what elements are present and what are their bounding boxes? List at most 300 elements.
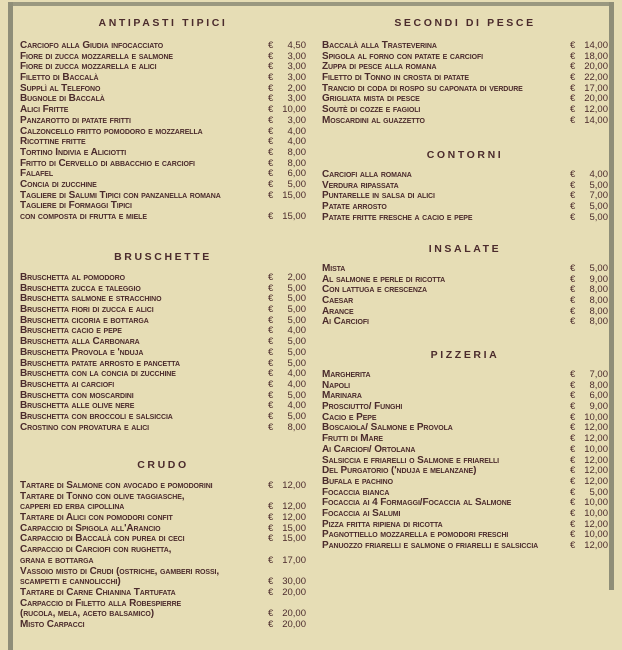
menu-item bbox=[20, 513, 306, 524]
menu-item-name: Al salmone e perle di ricotta bbox=[322, 274, 446, 285]
menu-item bbox=[20, 305, 306, 316]
menu-item-price: 2,00 bbox=[287, 82, 306, 94]
menu-item bbox=[322, 73, 608, 84]
menu-item bbox=[20, 94, 306, 105]
menu-item-price: 5,00 bbox=[287, 410, 306, 422]
menu-item-name: Marinara bbox=[322, 391, 362, 402]
menu-item-name: Pizza fritta ripiena di ricotta bbox=[322, 519, 443, 530]
menu-item-price: 6,00 bbox=[287, 168, 306, 180]
menu-item-name: Baccalà alla Trasteverina bbox=[322, 41, 437, 51]
menu-item bbox=[20, 556, 306, 567]
menu-item-name: grana e bottarga bbox=[20, 555, 94, 566]
menu-item-price: 8,00 bbox=[287, 421, 306, 433]
menu-item bbox=[322, 191, 608, 202]
currency-symbol: € bbox=[268, 533, 274, 545]
menu-item-name: Moscardini al guazzetto bbox=[322, 115, 425, 126]
menu-item bbox=[322, 541, 608, 552]
menu-item bbox=[20, 316, 306, 327]
menu-item-price: 8,00 bbox=[589, 316, 608, 328]
menu-item bbox=[322, 434, 608, 445]
menu-item-name: Focaccia ai Salumi bbox=[322, 508, 401, 519]
menu-item bbox=[322, 317, 608, 328]
currency-symbol: € bbox=[570, 263, 576, 274]
menu-frame-top bbox=[8, 2, 614, 6]
currency-symbol: € bbox=[570, 284, 576, 296]
currency-symbol: € bbox=[268, 146, 274, 158]
currency-symbol: € bbox=[268, 61, 274, 73]
menu-item bbox=[322, 509, 608, 520]
menu-item bbox=[20, 201, 306, 212]
menu-item-name: Calzoncello fritto pomodoro e mozzarella bbox=[20, 126, 203, 137]
menu-item-price: 12,00 bbox=[584, 518, 608, 530]
menu-item bbox=[322, 423, 608, 434]
menu-item bbox=[322, 264, 608, 275]
menu-item-price: 5,00 bbox=[287, 314, 306, 326]
section-title: CRUDO bbox=[137, 459, 189, 471]
menu-item bbox=[322, 296, 608, 307]
menu-item-price: 7,00 bbox=[589, 369, 608, 380]
menu-item bbox=[322, 520, 608, 531]
menu-item-name: Grigliata mista di pesce bbox=[322, 94, 420, 105]
menu-item-name: Carpaccio di Spigola all'Arancio bbox=[20, 523, 161, 534]
menu-item-name: Panuozzo friarelli e salmone o friarelli e salsiccia bbox=[322, 541, 539, 551]
menu-item-price: 5,00 bbox=[287, 336, 306, 348]
menu-item bbox=[322, 488, 608, 499]
menu-item-price: 5,00 bbox=[287, 293, 306, 305]
menu-item bbox=[20, 148, 306, 159]
currency-symbol: € bbox=[268, 50, 274, 62]
menu-item-price: 8,00 bbox=[589, 305, 608, 317]
menu-item bbox=[322, 116, 608, 127]
menu-item-name: Carpaccio di Filetto alla Robespierre bbox=[20, 598, 182, 609]
menu-item bbox=[20, 620, 306, 631]
menu-item-name: Spigola al forno con patate e carciofi bbox=[322, 51, 483, 62]
currency-symbol: € bbox=[268, 618, 274, 630]
menu-item-list bbox=[20, 41, 306, 223]
menu-item-name: Concia di zucchine bbox=[20, 179, 97, 190]
menu-item-price: 10,00 bbox=[282, 104, 306, 116]
menu-item-price: 5,00 bbox=[287, 346, 306, 358]
menu-item-price: 12,00 bbox=[282, 512, 306, 524]
menu-item-name: Pagnottiello mozzarella e pomodori freschi bbox=[322, 530, 509, 541]
currency-symbol: € bbox=[268, 40, 274, 51]
menu-item-list bbox=[322, 170, 608, 223]
menu-item bbox=[20, 137, 306, 148]
menu-item bbox=[20, 169, 306, 180]
menu-item-name: Fiore di zucca mozzarella e salmone bbox=[20, 51, 173, 62]
menu-item bbox=[322, 381, 608, 392]
menu-item-name: Bruschetta salmone e stracchino bbox=[20, 294, 162, 305]
menu-item-price: 5,00 bbox=[287, 304, 306, 316]
menu-item bbox=[322, 530, 608, 541]
menu-item-name: Tortino Indivia e Aliciotti bbox=[20, 147, 127, 158]
menu-item bbox=[322, 84, 608, 95]
menu-item-name: Bruschetta Provola e 'nduja bbox=[20, 347, 144, 358]
menu-item bbox=[322, 105, 608, 116]
menu-item bbox=[322, 498, 608, 509]
menu-item bbox=[20, 502, 306, 513]
currency-symbol: € bbox=[570, 273, 576, 285]
menu-item-name: Filetto di Baccalà bbox=[20, 73, 99, 84]
menu-item-name: Carpaccio di Baccalà con purea di ceci bbox=[20, 534, 185, 545]
menu-item bbox=[322, 94, 608, 105]
menu-item bbox=[322, 477, 608, 488]
currency-symbol: € bbox=[570, 379, 576, 391]
currency-symbol: € bbox=[268, 178, 274, 190]
menu-item bbox=[322, 41, 608, 52]
currency-symbol: € bbox=[268, 304, 274, 316]
menu-item-price: 8,00 bbox=[287, 157, 306, 169]
menu-item-name: Bruschetta fiori di zucca e alici bbox=[20, 305, 154, 316]
currency-symbol: € bbox=[570, 390, 576, 402]
menu-item-name: Supplì al Telefono bbox=[20, 83, 101, 94]
currency-symbol: € bbox=[570, 82, 576, 94]
menu-item-price: 20,00 bbox=[282, 618, 306, 630]
menu-item-name: Tartare di Tonno con olive taggiasche, bbox=[20, 491, 185, 502]
currency-symbol: € bbox=[570, 422, 576, 434]
currency-symbol: € bbox=[570, 529, 576, 541]
menu-item-price: 12,00 bbox=[584, 475, 608, 487]
section-title: BRUSCHETTE bbox=[114, 251, 212, 263]
menu-item bbox=[322, 181, 608, 192]
currency-symbol: € bbox=[570, 454, 576, 466]
menu-item-name: Del Purgatorio ('nduja e melanzane) bbox=[322, 466, 477, 477]
menu-item-list bbox=[322, 370, 608, 552]
menu-item-price: 20,00 bbox=[282, 608, 306, 620]
menu-item-price: 3,00 bbox=[287, 50, 306, 62]
menu-item-price: 18,00 bbox=[584, 50, 608, 62]
menu-item-name: Ricottine fritte bbox=[20, 137, 86, 148]
menu-item-list bbox=[322, 41, 608, 127]
menu-item bbox=[20, 73, 306, 84]
menu-item-price: 4,00 bbox=[287, 400, 306, 412]
menu-item-name: Bruschetta con broccoli e salsiccia bbox=[20, 411, 173, 422]
menu-item-name: Carciofo alla Giudia infocacciato bbox=[20, 41, 164, 51]
menu-item-price: 17,00 bbox=[584, 82, 608, 94]
menu-item bbox=[20, 359, 306, 370]
menu-item-price: 3,00 bbox=[287, 114, 306, 126]
menu-item bbox=[20, 599, 306, 610]
currency-symbol: € bbox=[570, 465, 576, 477]
menu-item-price: 12,00 bbox=[584, 104, 608, 116]
currency-symbol: € bbox=[268, 480, 274, 491]
menu-item-price: 4,00 bbox=[287, 136, 306, 148]
menu-item-name: Con lattuga e crescenza bbox=[322, 285, 427, 296]
menu-item-name: Filetto di Tonno in crosta di patate bbox=[322, 73, 470, 84]
menu-item bbox=[20, 588, 306, 599]
currency-symbol: € bbox=[268, 501, 274, 513]
menu-item-price: 12,00 bbox=[584, 454, 608, 466]
menu-item-price: 4,00 bbox=[287, 125, 306, 137]
menu-item-name: Fiore di zucca mozzarella e alici bbox=[20, 62, 157, 73]
menu-item bbox=[20, 191, 306, 202]
section-title: ANTIPASTI TIPICI bbox=[98, 17, 228, 29]
menu-item-name: Focaccia bianca bbox=[322, 487, 390, 498]
currency-symbol: € bbox=[268, 357, 274, 369]
menu-item-price: 5,00 bbox=[589, 201, 608, 213]
currency-symbol: € bbox=[268, 314, 274, 326]
menu-item bbox=[322, 466, 608, 477]
menu-item bbox=[20, 380, 306, 391]
menu-item-name: Carciofi alla romana bbox=[322, 170, 412, 180]
menu-item bbox=[20, 180, 306, 191]
menu-item-price: 6,00 bbox=[589, 390, 608, 402]
menu-item bbox=[20, 524, 306, 535]
menu-item-price: 15,00 bbox=[282, 522, 306, 534]
menu-item-name: Misto Carpacci bbox=[20, 619, 85, 630]
menu-item-name: Alici Fritte bbox=[20, 105, 69, 116]
menu-item-name: Frutti di Mare bbox=[322, 434, 383, 445]
menu-item-name: Tartare di Alici con pomodori confit bbox=[20, 513, 173, 524]
menu-item-price: 22,00 bbox=[584, 72, 608, 84]
menu-item bbox=[322, 445, 608, 456]
menu-item-name: Arance bbox=[322, 306, 354, 317]
menu-item-list bbox=[20, 273, 306, 433]
menu-item-price: 20,00 bbox=[584, 61, 608, 73]
menu-item-name: Bruschetta alla Carbonara bbox=[20, 337, 140, 348]
menu-item-name: Bruschetta con moscardini bbox=[20, 390, 134, 401]
currency-symbol: € bbox=[570, 211, 576, 223]
currency-symbol: € bbox=[570, 72, 576, 84]
menu-item-price: 14,00 bbox=[584, 40, 608, 51]
currency-symbol: € bbox=[570, 201, 576, 213]
menu-item bbox=[322, 307, 608, 318]
menu-item-name: Trancio di coda di rospo su caponata di verdure bbox=[322, 83, 523, 94]
currency-symbol: € bbox=[570, 369, 576, 380]
menu-item-price: 10,00 bbox=[584, 529, 608, 541]
menu-item-name: Patate arrosto bbox=[322, 202, 387, 213]
currency-symbol: € bbox=[268, 336, 274, 348]
menu-item bbox=[20, 492, 306, 503]
currency-symbol: € bbox=[268, 421, 274, 433]
menu-item-price: 3,00 bbox=[287, 72, 306, 84]
menu-item-price: 4,00 bbox=[589, 169, 608, 180]
menu-item bbox=[20, 567, 306, 578]
currency-symbol: € bbox=[268, 368, 274, 380]
menu-item bbox=[20, 534, 306, 545]
menu-item bbox=[20, 481, 306, 492]
menu-item-price: 8,00 bbox=[589, 379, 608, 391]
currency-symbol: € bbox=[268, 554, 274, 566]
currency-symbol: € bbox=[570, 40, 576, 51]
menu-item-price: 4,00 bbox=[287, 368, 306, 380]
currency-symbol: € bbox=[570, 316, 576, 328]
menu-item bbox=[20, 41, 306, 52]
currency-symbol: € bbox=[268, 168, 274, 180]
menu-item bbox=[20, 412, 306, 423]
menu-item-name: Cacio e Pepe bbox=[322, 412, 377, 423]
currency-symbol: € bbox=[570, 61, 576, 73]
currency-symbol: € bbox=[570, 401, 576, 413]
menu-item-name: Focaccia ai 4 Formaggi/Focaccia al Salmone bbox=[322, 498, 512, 509]
menu-item-price: 5,00 bbox=[287, 282, 306, 294]
menu-item-price: 3,00 bbox=[287, 93, 306, 105]
menu-item-price: 8,00 bbox=[287, 146, 306, 158]
menu-item-price: 12,00 bbox=[282, 501, 306, 513]
menu-item-price: 9,00 bbox=[589, 401, 608, 413]
menu-item-price: 5,00 bbox=[287, 357, 306, 369]
menu-frame-right bbox=[609, 2, 614, 590]
currency-symbol: € bbox=[268, 410, 274, 422]
currency-symbol: € bbox=[268, 125, 274, 137]
menu-item-price: 4,00 bbox=[287, 378, 306, 390]
menu-item bbox=[20, 294, 306, 305]
menu-item-price: 7,00 bbox=[589, 190, 608, 202]
currency-symbol: € bbox=[268, 346, 274, 358]
menu-item-price: 12,00 bbox=[584, 540, 608, 551]
menu-item-name: Tagliere di Formaggi Tipici bbox=[20, 201, 132, 212]
currency-symbol: € bbox=[268, 325, 274, 337]
menu-item-name: Bruschetta con la concia di zucchine bbox=[20, 369, 176, 380]
currency-symbol: € bbox=[268, 211, 274, 222]
menu-item bbox=[20, 105, 306, 116]
menu-item bbox=[322, 275, 608, 286]
currency-symbol: € bbox=[570, 411, 576, 423]
currency-symbol: € bbox=[570, 507, 576, 519]
section-title: CONTORNI bbox=[426, 149, 504, 161]
menu-item bbox=[20, 391, 306, 402]
currency-symbol: € bbox=[268, 400, 274, 412]
currency-symbol: € bbox=[268, 378, 274, 390]
menu-item-name: Bruschetta alle olive nere bbox=[20, 401, 135, 412]
menu-item-name: Ai Carciofi/ Ortolana bbox=[322, 444, 416, 455]
menu-item-price: 15,00 bbox=[282, 189, 306, 201]
menu-item-name: Tagliere di Salumi Tipici con panzanella romana bbox=[20, 190, 221, 201]
menu-item-price: 20,00 bbox=[584, 93, 608, 105]
menu-item-price: 2,00 bbox=[287, 272, 306, 283]
menu-item bbox=[20, 401, 306, 412]
menu-item bbox=[322, 213, 608, 224]
menu-item-name: Zuppa di pesce alla romana bbox=[322, 62, 437, 73]
menu-item-name: Prosciutto/ Funghi bbox=[322, 402, 403, 413]
menu-item-name: Ai Carciofi bbox=[322, 317, 369, 328]
menu-item-name: Bufala e pachino bbox=[322, 476, 393, 487]
menu-item bbox=[322, 62, 608, 73]
currency-symbol: € bbox=[570, 433, 576, 445]
menu-item-price: 14,00 bbox=[584, 114, 608, 126]
currency-symbol: € bbox=[268, 82, 274, 94]
menu-item bbox=[20, 369, 306, 380]
currency-symbol: € bbox=[570, 104, 576, 116]
menu-item-price: 5,00 bbox=[287, 178, 306, 190]
menu-item-name: Bruschetta cacio e pepe bbox=[20, 326, 122, 337]
currency-symbol: € bbox=[570, 518, 576, 530]
menu-item-name: Carpaccio di Carciofi con rughetta, bbox=[20, 545, 172, 556]
menu-item-price: 5,00 bbox=[589, 211, 608, 223]
currency-symbol: € bbox=[268, 272, 274, 283]
currency-symbol: € bbox=[570, 179, 576, 191]
currency-symbol: € bbox=[268, 157, 274, 169]
menu-item bbox=[322, 413, 608, 424]
menu-item bbox=[322, 402, 608, 413]
menu-item-name: Bruschetta al pomodoro bbox=[20, 273, 125, 283]
currency-symbol: € bbox=[268, 576, 274, 588]
currency-symbol: € bbox=[570, 190, 576, 202]
menu-item bbox=[20, 84, 306, 95]
menu-item-price: 5,00 bbox=[287, 389, 306, 401]
currency-symbol: € bbox=[268, 522, 274, 534]
currency-symbol: € bbox=[268, 389, 274, 401]
currency-symbol: € bbox=[268, 293, 274, 305]
currency-symbol: € bbox=[570, 295, 576, 307]
menu-item-price: 17,00 bbox=[282, 554, 306, 566]
section-title: INSALATE bbox=[428, 243, 502, 255]
menu-item-name: Napoli bbox=[322, 380, 351, 391]
currency-symbol: € bbox=[570, 497, 576, 509]
currency-symbol: € bbox=[570, 114, 576, 126]
currency-symbol: € bbox=[570, 93, 576, 105]
menu-item-price: 8,00 bbox=[589, 295, 608, 307]
menu-item-name: scampetti e cannolicchi) bbox=[20, 577, 121, 588]
menu-item-price: 12,00 bbox=[584, 465, 608, 477]
menu-item-price: 4,00 bbox=[287, 325, 306, 337]
menu-item-name: con composta di frutta e miele bbox=[20, 212, 147, 222]
menu-item-name: Bruschetta ai carciofi bbox=[20, 379, 115, 390]
menu-item bbox=[20, 348, 306, 359]
currency-symbol: € bbox=[268, 512, 274, 524]
menu-item-name: Crostino con provatura e alici bbox=[20, 422, 150, 433]
menu-item-name: Falafel bbox=[20, 169, 54, 180]
menu-item-name: Vassoio misto di Crudi (ostriche, gamberi rossi, bbox=[20, 566, 220, 577]
menu-item bbox=[20, 212, 306, 223]
menu-item bbox=[322, 391, 608, 402]
menu-item bbox=[20, 545, 306, 556]
menu-item bbox=[20, 62, 306, 73]
menu-item-price: 9,00 bbox=[589, 273, 608, 285]
menu-item bbox=[322, 285, 608, 296]
currency-symbol: € bbox=[268, 104, 274, 116]
menu-item-name: Tartare di Carne Chianina Tartufata bbox=[20, 587, 176, 598]
menu-item bbox=[322, 52, 608, 63]
menu-item-price: 5,00 bbox=[589, 179, 608, 191]
menu-item bbox=[322, 170, 608, 181]
menu-item-name: Bruschetta zucca e taleggio bbox=[20, 283, 141, 294]
menu-frame-left bbox=[8, 2, 13, 650]
currency-symbol: € bbox=[268, 189, 274, 201]
menu-item-price: 15,00 bbox=[282, 211, 306, 222]
section-title: PIZZERIA bbox=[430, 349, 500, 361]
currency-symbol: € bbox=[570, 50, 576, 62]
menu-item-price: 8,00 bbox=[589, 284, 608, 296]
menu-item-name: capperi ed erba cipollina bbox=[20, 502, 125, 513]
currency-symbol: € bbox=[268, 608, 274, 620]
menu-item-price: 4,50 bbox=[287, 40, 306, 51]
menu-item bbox=[20, 577, 306, 588]
menu-item-name: Margherita bbox=[322, 370, 371, 380]
menu-item-name: Soutè di cozze e fagioli bbox=[322, 105, 421, 116]
menu-item-name: (rucola, mela, aceto balsamico) bbox=[20, 609, 154, 620]
menu-item-price: 12,00 bbox=[584, 433, 608, 445]
menu-item bbox=[322, 202, 608, 213]
menu-item bbox=[20, 159, 306, 170]
menu-item-price: 3,00 bbox=[287, 61, 306, 73]
section-title: SECONDI DI PESCE bbox=[394, 17, 536, 29]
menu-item-name: Patate fritte fresche a cacio e pepe bbox=[322, 212, 473, 223]
menu-item bbox=[20, 273, 306, 284]
menu-item-price: 5,00 bbox=[589, 263, 608, 274]
currency-symbol: € bbox=[268, 114, 274, 126]
menu-item bbox=[20, 127, 306, 138]
menu-item bbox=[20, 337, 306, 348]
currency-symbol: € bbox=[268, 586, 274, 598]
menu-item-name: Tartare di Salmone con avocado e pomodorini bbox=[20, 481, 213, 491]
menu-item-name: Fritto di Cervello di abbacchio e carciofi bbox=[20, 158, 195, 169]
menu-item-price: 10,00 bbox=[584, 507, 608, 519]
menu-item bbox=[20, 52, 306, 63]
menu-item-price: 20,00 bbox=[282, 586, 306, 598]
menu-item-price: 10,00 bbox=[584, 443, 608, 455]
menu-item-name: Puntarelle in salsa di alici bbox=[322, 191, 435, 202]
